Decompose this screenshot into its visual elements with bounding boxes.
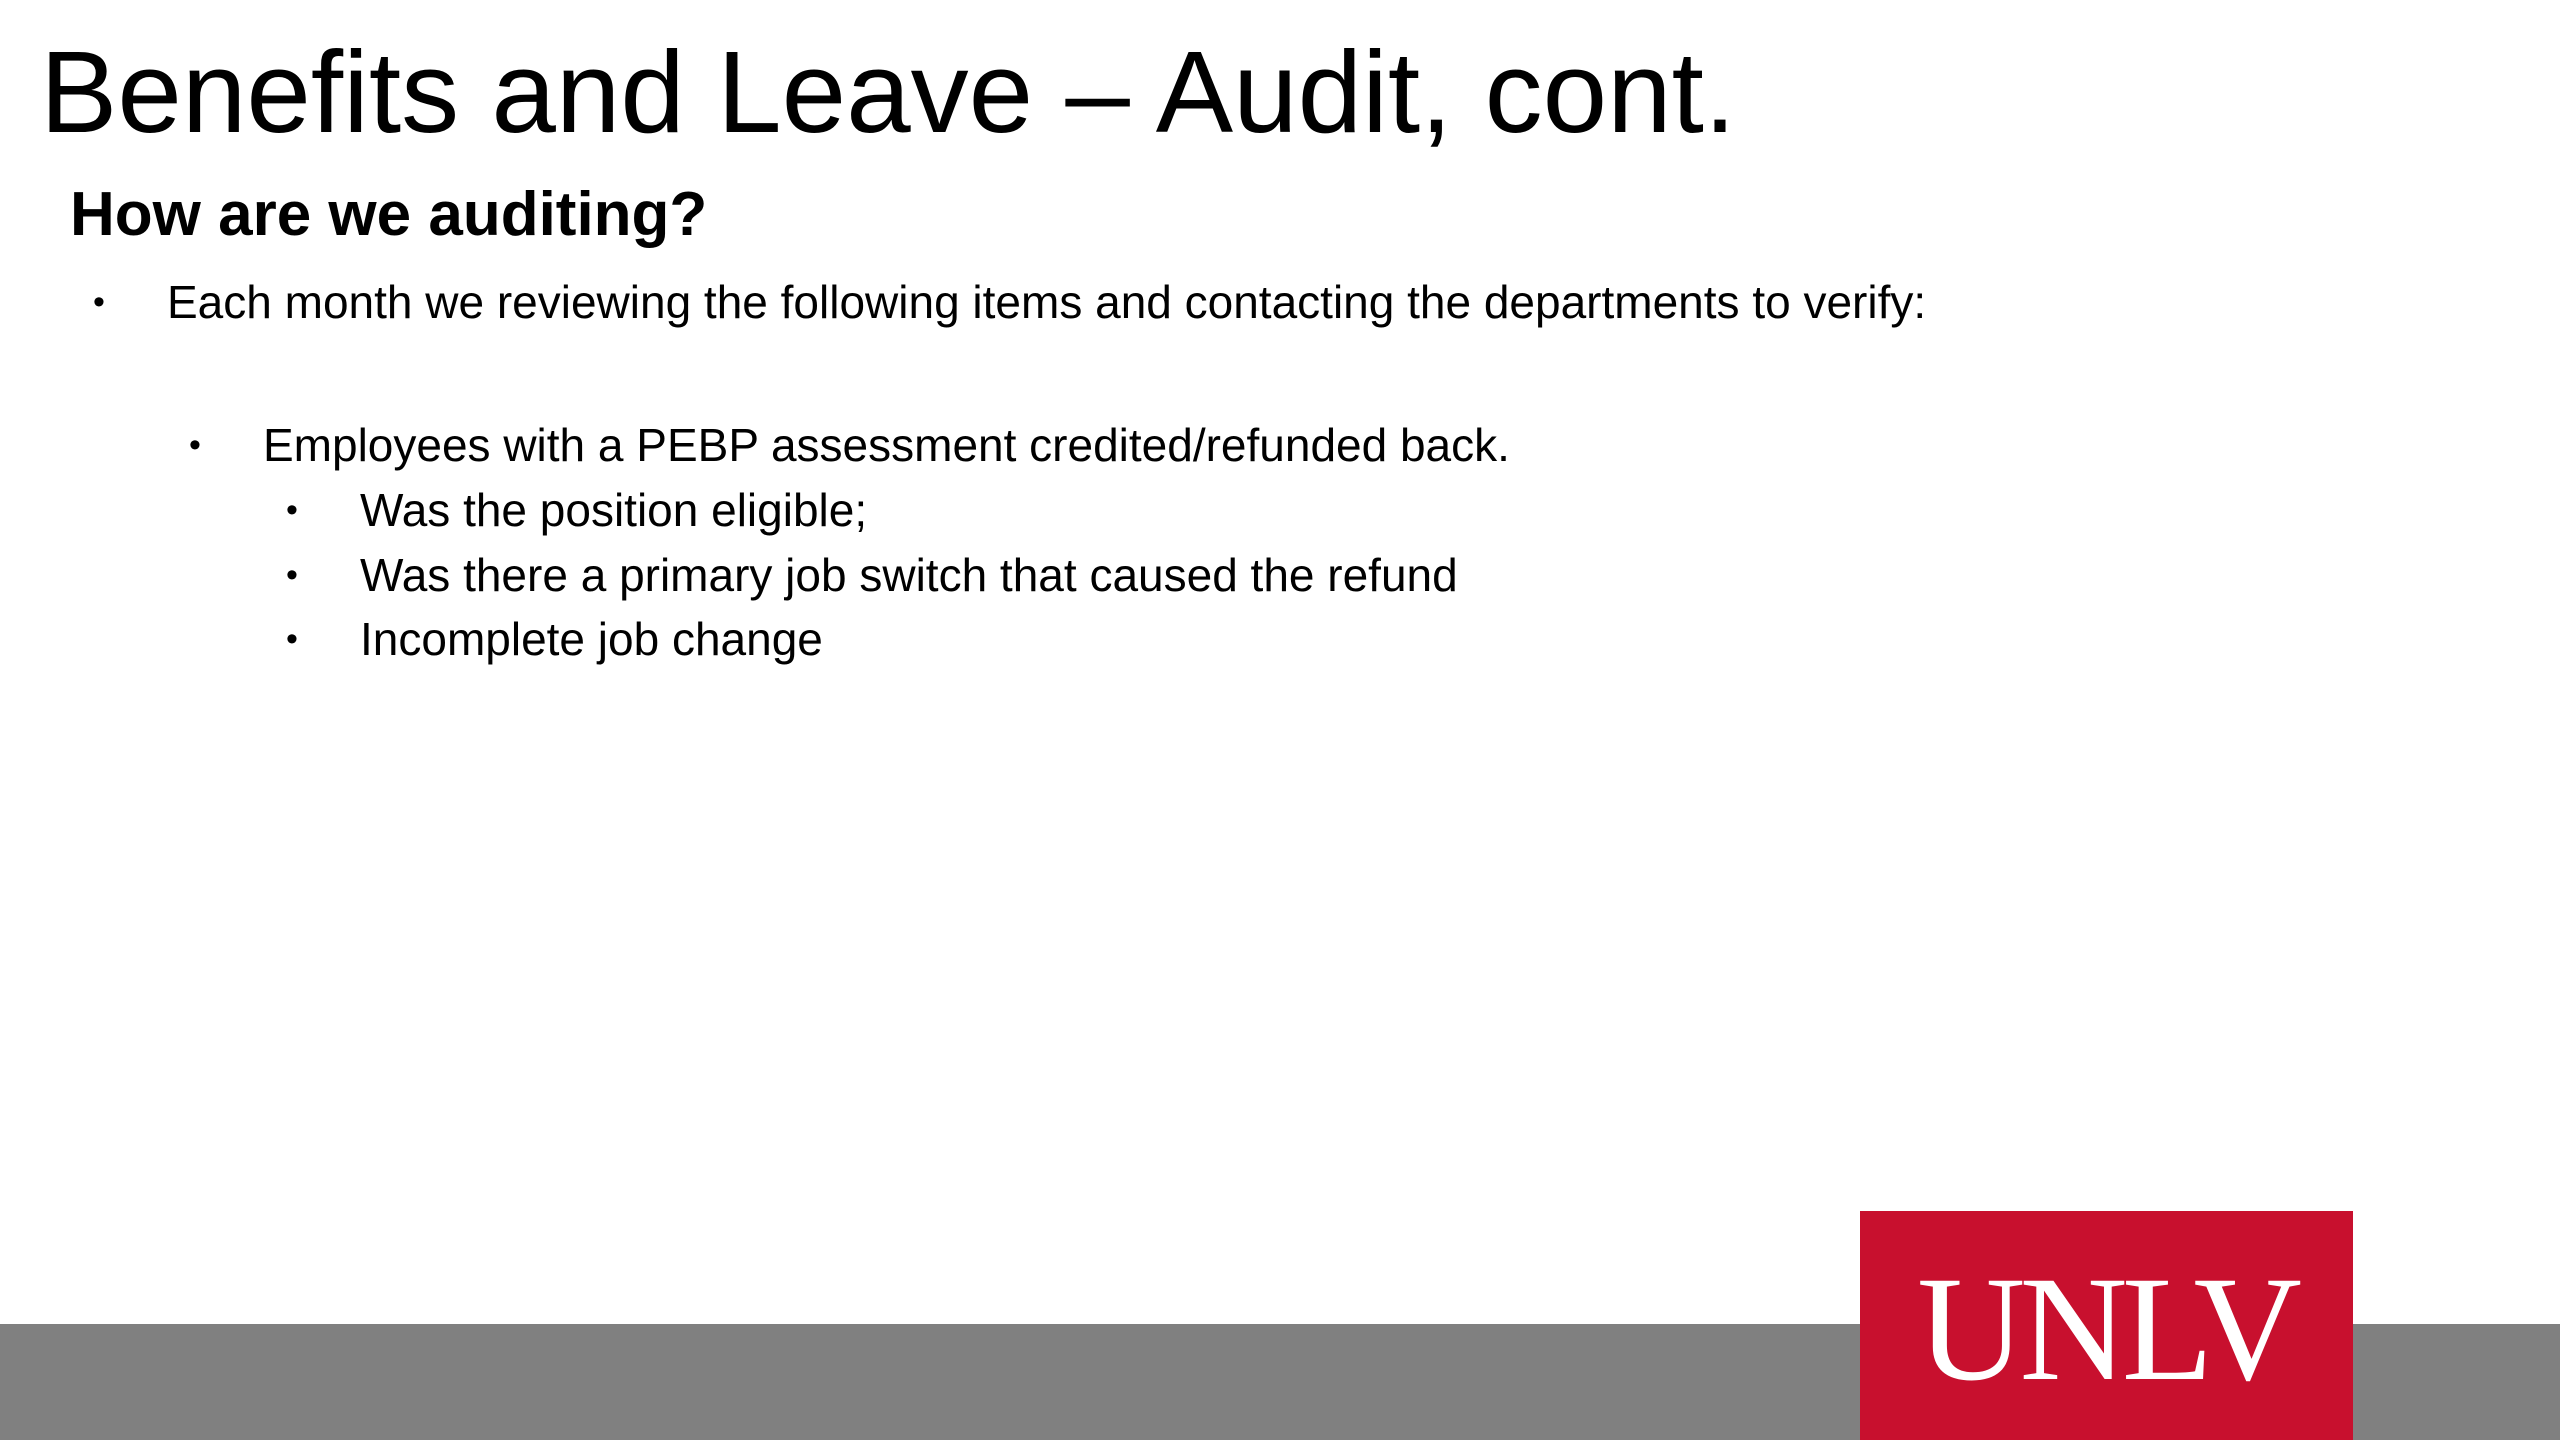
bullet-dot: • [286,556,298,594]
unlv-logo [1860,1211,2353,1440]
bullet-level3-text: Was there a primary job switch that caused the refund [360,549,1458,601]
bullet-level3-text: Was the position eligible; [360,484,868,536]
bullet-level1-text: Each month we reviewing the following items and contacting the departments to verify: [167,276,1927,328]
bullet-level2-text: Employees with a PEBP assessment credited/refunded back. [263,419,1510,471]
bullet-dot: • [286,491,298,529]
unlv-logo-text: UNLV [1917,1245,2296,1412]
bullet-dot: • [93,283,105,321]
bullet-dot: • [286,620,298,658]
slide-subheading: How are we auditing? [70,180,708,249]
slide-title: Benefits and Leave – Audit, cont. [40,27,1737,157]
bullet-level3-text: Incomplete job change [360,613,823,665]
bullet-dot: • [189,426,201,464]
